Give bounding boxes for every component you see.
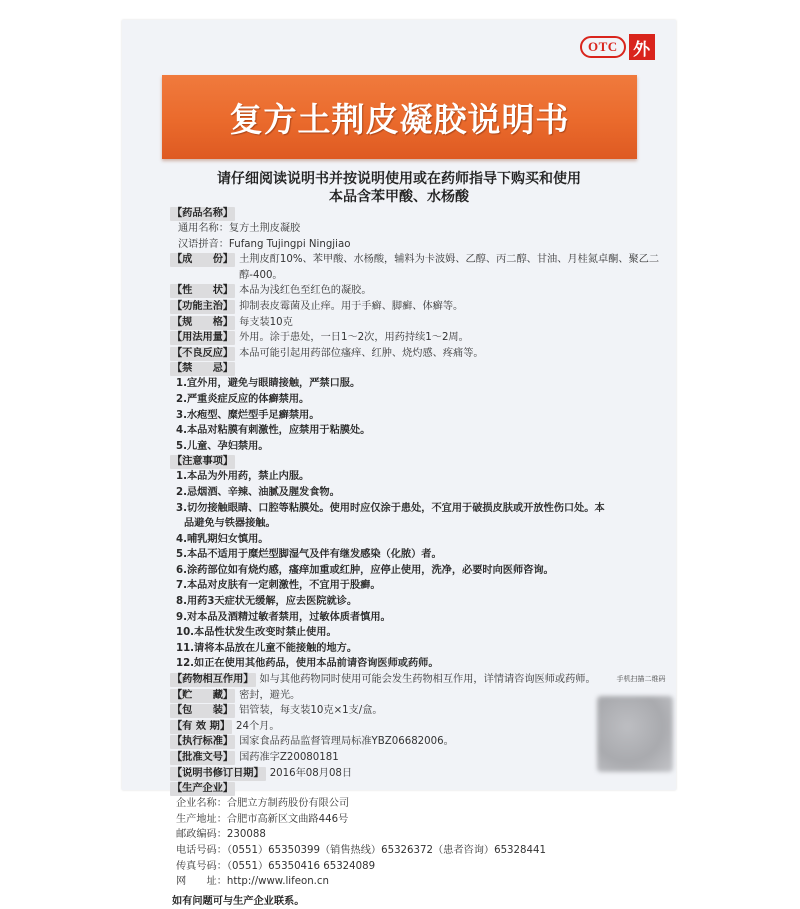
list-item: 5.本品不适用于糜烂型脚湿气及伴有继发感染（化脓）者。 (176, 549, 442, 561)
generic-name: 通用名称：复方土荆皮凝胶 (178, 223, 301, 234)
section-label-dosage: 【用法用量】 (172, 332, 234, 344)
indications-value: 抑制表皮霉菌及止痒。用于手癣、脚癣、体癣等。 (239, 300, 464, 312)
section-label-validity: 【有 效 期】 (172, 720, 231, 732)
list-item: 3.切勿接触眼睛、口腔等粘膜处。使用时应仅涂于患处，不宜用于破损皮肤或开放性伤口处。本 (176, 502, 605, 514)
list-item: 5.儿童、孕妇禁用。 (176, 440, 269, 452)
section-label-storage: 【贮 藏】 (172, 689, 234, 701)
otc-label: OTC (580, 36, 626, 58)
packaging-value: 铝管装，每支装10克×1支/盒。 (239, 705, 383, 717)
warning-line-1: 请仔细阅读说明书并按说明使用或在药师指导下购买和使用 (217, 171, 581, 187)
section-label-properties: 【性 状】 (172, 285, 234, 297)
list-item: 9.对本品及酒精过敏者禁用，过敏体质者慎用。 (176, 611, 391, 623)
title-banner (162, 75, 637, 159)
section-label-adverse: 【不良反应】 (172, 347, 234, 359)
list-item: 4.本品对粘膜有刺激性，应禁用于粘膜处。 (176, 425, 371, 437)
footer-note: 如有问题可与生产企业联系。 (172, 895, 305, 907)
storage-value: 密封，避光。 (239, 689, 301, 701)
list-item: 2.忌烟酒、辛辣、油腻及腥发食物。 (176, 486, 340, 498)
specification-value: 每支装10克 (239, 316, 293, 328)
section-label-contraindications: 【禁 忌】 (172, 363, 234, 375)
composition-value: 土荆皮酊10%、苯甲酸、水杨酸，辅料为卡波姆、乙醇、丙二醇、甘油、月桂氮卓酮、聚乙二醇-400。 (239, 254, 660, 281)
list-item: 7.本品对皮肤有一定刺激性，不宜用于股癣。 (176, 580, 381, 592)
qr-code-blurred (597, 696, 673, 772)
list-item: 3.水疱型、糜烂型手足癣禁用。 (176, 409, 320, 421)
manufacturer-postcode: 邮政编码：230088 (176, 829, 266, 841)
manufacturer-address: 生产地址：合肥市高新区文曲路446号 (176, 813, 349, 825)
interactions-value: 如与其他药物同时使用可能会发生药物相互作用，详情请咨询医师或药师。 (259, 674, 596, 686)
qr-caption: 手机扫描二维码 (616, 675, 666, 683)
section-label-manufacturer: 【生产企业】 (172, 783, 234, 795)
list-item: 8.用药3天症状无缓解，应去医院就诊。 (176, 596, 358, 608)
page-title: 复方土荆皮凝胶说明书 (229, 99, 570, 139)
warning-line-2: 本品含苯甲酸、水杨酸 (329, 189, 469, 205)
revision-value: 2016年08月08日 (269, 767, 353, 779)
section-label-composition: 【成 份】 (172, 254, 234, 266)
section-label-interactions: 【药物相互作用】 (172, 674, 254, 686)
section-label-revision: 【说明书修订日期】 (172, 767, 264, 779)
leaflet-sheet (122, 20, 676, 907)
dosage-value: 外用。涂于患处，一日1～2次，用药持续1～2周。 (239, 332, 469, 344)
manufacturer-website: 网 址：http://www.lifeon.cn (176, 876, 329, 888)
adverse-value: 本品可能引起用药部位瘙痒、红肿、烧灼感、疼痛等。 (239, 347, 484, 359)
list-item: 11.请将本品放在儿童不能接触的地方。 (176, 642, 358, 654)
section-label-packaging: 【包 装】 (172, 705, 234, 717)
list-item: 4.哺乳期妇女慎用。 (176, 533, 269, 545)
external-use-mark: 外 (629, 34, 655, 60)
list-item: 1.本品为外用药，禁止内服。 (176, 471, 310, 483)
manufacturer-name: 企业名称：合肥立方制药股份有限公司 (176, 798, 350, 810)
list-item: 1.宜外用，避免与眼睛接触，严禁口服。 (176, 378, 361, 390)
section-label-specification: 【规 格】 (172, 316, 234, 328)
list-item: 6.涂药部位如有烧灼感，瘙痒加重或红肿，应停止使用，洗净，必要时向医师咨询。 (176, 564, 554, 576)
list-item: 10.本品性状发生改变时禁止使用。 (176, 627, 337, 639)
manufacturer-fax: 传真号码：（0551）65350416 65324089 (176, 860, 376, 872)
list-item: 12.如正在使用其他药品，使用本品前请咨询医师或药师。 (176, 658, 439, 670)
list-item: 2.严重炎症反应的体癣禁用。 (176, 393, 310, 405)
section-label-approval: 【批准文号】 (172, 752, 234, 763)
approval-value: 国药准字Z20080181 (239, 752, 339, 763)
section-label-indications: 【功能主治】 (172, 300, 234, 312)
section-label-precautions: 【注意事项】 (172, 456, 234, 468)
properties-value: 本品为浅红色至红色的凝胶。 (239, 285, 372, 297)
list-item-continuation: 品避免与铁器接触。 (184, 518, 276, 530)
manufacturer-phone: 电话号码：（0551）65350399（销售热线）65326372（患者咨询）65328441 (176, 844, 546, 856)
leaflet-content (170, 206, 670, 909)
standard-value: 国家食品药品监督管理局标准YBZ06682006。 (239, 736, 454, 748)
pinyin-name: 汉语拼音：Fufang Tujingpi Ningjiao (178, 238, 351, 250)
otc-badge (580, 34, 662, 60)
section-label-standard: 【执行标准】 (172, 736, 234, 748)
validity-value: 24个月。 (236, 720, 280, 732)
section-label-drug-name: 【药品名称】 (172, 208, 234, 219)
